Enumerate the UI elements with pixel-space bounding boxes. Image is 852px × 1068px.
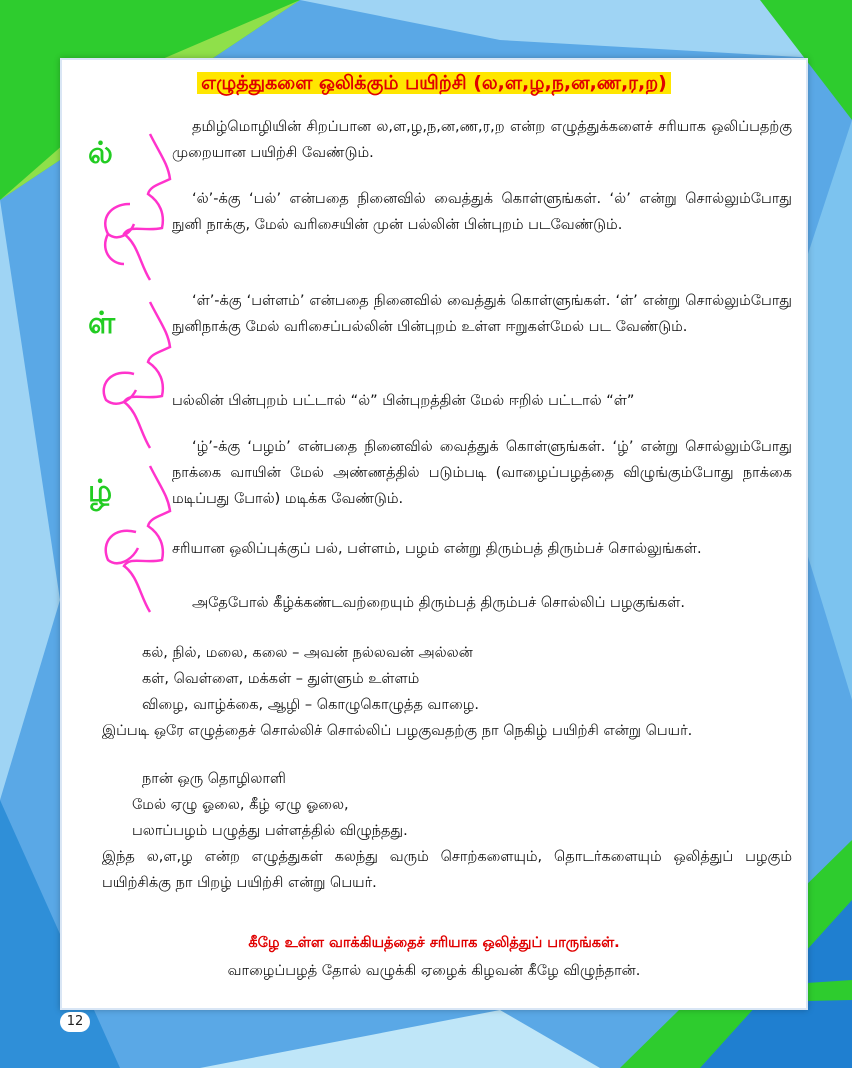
exercise-title: கீழே உள்ள வாக்கியத்தைச் சரியாக ஒலித்துப் பாருங்கள். bbox=[248, 935, 620, 951]
letter-zha: ழ் bbox=[88, 474, 113, 509]
face-profile-zha-icon bbox=[90, 456, 180, 616]
page-title: எழுத்துகளை ஒலிக்கும் பயிற்சி (ல,ள,ழ,ந,ன,ண,ர,ற) bbox=[62, 72, 806, 97]
zha-paragraph: ‘ழ்’-க்கு ‘பழம்’ என்பதை நினைவில் வைத்துக் கொள்ளுங்கள். ‘ழ்’ என்று சொல்லும்போது நாக்கை வாயின் மேல் அண்ணத்தில் படும்படி (வாழைப்பழத்தை விழுங்கும்போது நாக்கை மடிப்பது போல்) மடிக்க வேண்டும். bbox=[172, 439, 792, 507]
content-panel bbox=[60, 58, 808, 1010]
page-number: 12 bbox=[60, 1012, 90, 1032]
repeat-paragraph: சரியான ஒலிப்புக்குப் பல், பள்ளம், பழம் என்று திரும்பத் திரும்பச் சொல்லுங்கள். bbox=[172, 541, 702, 557]
practice-line: கல், நில், மலை, கலை – அவன் நல்லவன் அல்லன் bbox=[142, 645, 473, 661]
practice-line: கள், வெள்ளை, மக்கள் – துள்ளும் உள்ளம் bbox=[142, 671, 420, 687]
tongue-twister-line: நான் ஒரு தொழிலாளி bbox=[142, 771, 286, 787]
naa-pirazh-paragraph: இந்த ல,ள,ழ என்ற எழுத்துகள் கலந்து வரும் சொற்களையும், தொடர்களையும் ஒலித்துப் பழகும் பயிற்சிக்கு நா பிறழ் பயிற்சி என்று பெயர். bbox=[102, 849, 792, 891]
letter-lla: ள் bbox=[88, 306, 116, 341]
practice-line: விழை, வாழ்க்கை, ஆழி – கொழுகொழுத்த வாழை. bbox=[142, 697, 479, 713]
tongue-twister-line: பலாப்பழம் பழுத்து பள்ளத்தில் விழுந்தது. bbox=[132, 823, 408, 839]
intro-paragraph: தமிழ்மொழியின் சிறப்பான ல,ள,ழ,ந,ன,ண,ர,ற என்ற எழுத்துக்களைச் சரியாக ஒலிப்பதற்கு முறையான பயிற்சி வேண்டும். bbox=[172, 119, 792, 161]
face-profile-lla-icon bbox=[90, 292, 180, 452]
la-paragraph: ‘ல்’-க்கு ‘பல்’ என்பதை நினைவில் வைத்துக் கொள்ளுங்கள். ‘ல்’ என்று சொல்லும்போது நுனி நாக்கு, மேல் வரிசையின் முன் பல்லின் பின்புறம் படவேண்டும். bbox=[172, 191, 792, 233]
exercise-sentence: வாழைப்பழத் தோல் வழுக்கி ஏழைக் கிழவன் கீழே விழுந்தான். bbox=[227, 963, 641, 979]
face-profile-la-icon bbox=[90, 124, 180, 284]
compare-paragraph: பல்லின் பின்புறம் பட்டால் “ல்” பின்புறத்தின் மேல் ஈறில் பட்டால் “ள்” bbox=[172, 393, 635, 409]
tongue-twister-line: மேல் ஏழு ஓலை, கீழ் ஏழு ஓலை, bbox=[132, 797, 349, 813]
letter-la: ல் bbox=[88, 136, 113, 171]
lla-paragraph: ‘ள்’-க்கு ‘பள்ளம்’ என்பதை நினைவில் வைத்துக் கொள்ளுங்கள். ‘ள்’ என்று சொல்லும்போது நுனிநாக்கு மேல் வரிசைப்பல்லின் பின்புறம் உள்ள ஈறுகள்மேல் பட வேண்டும். bbox=[172, 293, 792, 335]
naa-negizh-paragraph: இப்படி ஒரே எழுத்தைச் சொல்லிச் சொல்லிப் பழகுவதற்கு நா நெகிழ் பயிற்சி என்று பெயர். bbox=[102, 723, 693, 739]
practice-paragraph: அதேபோல் கீழ்க்கண்டவற்றையும் திரும்பத் திரும்பச் சொல்லிப் பழகுங்கள். bbox=[192, 595, 685, 611]
